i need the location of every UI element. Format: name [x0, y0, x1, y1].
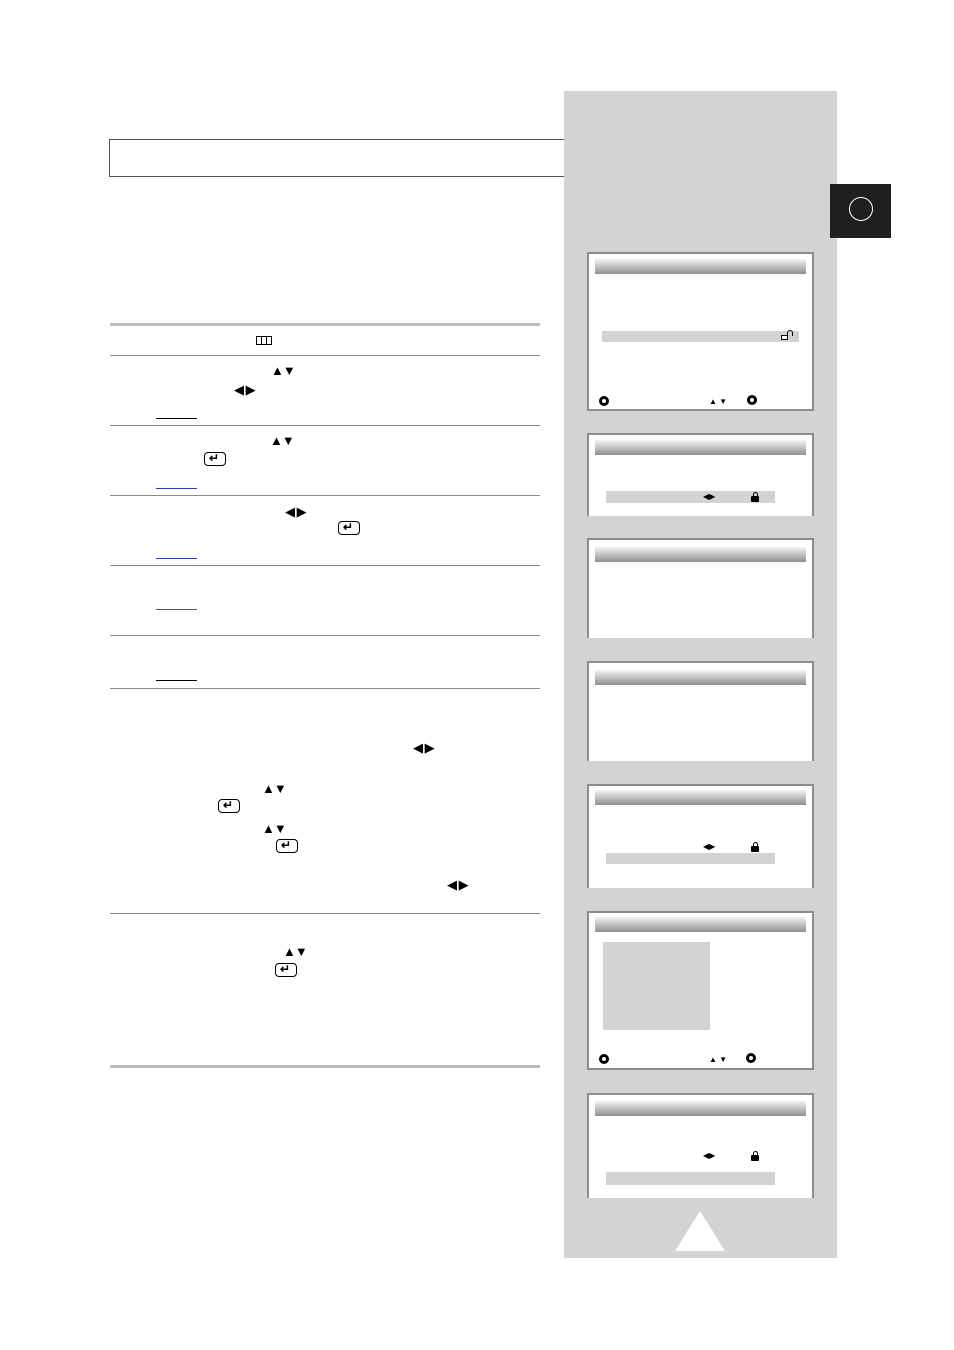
- osd-screen-2: [587, 433, 814, 516]
- note-underline-blue: [156, 558, 197, 559]
- left-right-arrows-icon: ◀ ▶: [234, 382, 255, 397]
- return-icon: [746, 1053, 756, 1063]
- menu-icon: [256, 336, 272, 345]
- move-icon: [599, 1054, 609, 1064]
- step-divider-6: [110, 688, 540, 689]
- up-triangle-icon: [675, 1211, 725, 1251]
- move-icon: [599, 396, 609, 406]
- up-down-arrows-icon: ▲ ▼: [709, 1055, 728, 1064]
- step-divider-5: [110, 635, 540, 636]
- left-right-arrows-icon: ◀ ▶: [413, 740, 434, 755]
- step-divider-1: [110, 355, 540, 356]
- screen-header: [595, 917, 806, 932]
- up-down-arrows-icon: ▲▼: [262, 781, 286, 796]
- osd-screen-5: [587, 784, 814, 888]
- highlighted-row: [602, 331, 799, 342]
- osd-screen-7: [587, 1093, 814, 1198]
- left-right-arrows-icon: ◀▶: [703, 492, 716, 501]
- osd-screen-3: [587, 538, 814, 638]
- lock-icon: [751, 846, 759, 852]
- lock-open-icon: [781, 335, 788, 340]
- step-divider-3: [110, 495, 540, 496]
- enter-icon: [338, 521, 360, 535]
- step-divider-4: [110, 565, 540, 566]
- osd-screen-4: [587, 661, 814, 761]
- up-down-arrows-icon: ▲▼: [271, 363, 295, 378]
- note-underline: [156, 680, 197, 681]
- step-divider-2: [110, 425, 540, 426]
- highlighted-row: [606, 491, 775, 503]
- note-underline-red: [156, 609, 197, 610]
- section-divider-bottom: [110, 1065, 540, 1068]
- left-right-arrows-icon: ◀▶: [703, 842, 716, 851]
- screen-header: [595, 670, 806, 685]
- osd-screen-6: [587, 911, 814, 1070]
- enter-icon: [204, 452, 226, 466]
- up-down-arrows-icon: ▲▼: [270, 433, 294, 448]
- note-underline-blue: [156, 488, 197, 489]
- up-down-arrows-icon: ▲▼: [262, 821, 286, 836]
- enter-icon: [275, 963, 297, 977]
- note-underline: [156, 418, 197, 419]
- enter-icon: [276, 839, 298, 853]
- osd-screen-1: [587, 252, 814, 411]
- screen-header: [595, 1101, 806, 1116]
- selection-list-box: [603, 942, 710, 1030]
- chapter-tab: [830, 184, 891, 238]
- screen-header: [595, 790, 806, 805]
- screen-header: [595, 440, 806, 455]
- screen-header: [595, 259, 806, 274]
- lock-icon: [751, 496, 759, 502]
- return-icon: [747, 395, 757, 405]
- left-right-arrows-icon: ◀ ▶: [285, 504, 306, 519]
- section-divider-top: [110, 323, 540, 326]
- left-right-arrows-icon: ◀ ▶: [447, 877, 468, 892]
- up-down-arrows-icon: ▲▼: [283, 944, 307, 959]
- step-divider-7: [110, 913, 540, 914]
- circle-icon: [849, 197, 873, 221]
- lock-icon: [751, 1155, 759, 1161]
- highlighted-row: [606, 853, 775, 864]
- screen-header: [595, 547, 806, 562]
- highlighted-row: [606, 1172, 775, 1185]
- enter-icon: [218, 799, 240, 813]
- left-right-arrows-icon: ◀▶: [703, 1151, 716, 1160]
- up-down-arrows-icon: ▲ ▼: [709, 397, 728, 406]
